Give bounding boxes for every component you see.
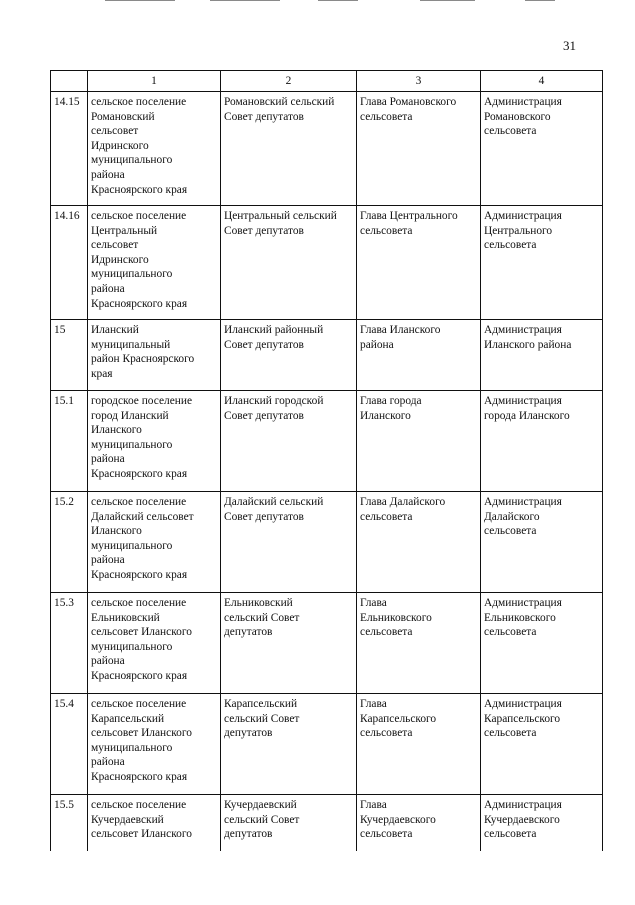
administration-cell: Администрация Карапсельского сельсовета bbox=[481, 694, 603, 795]
header-cell-2: 2 bbox=[221, 71, 357, 92]
header-cell-num bbox=[51, 71, 88, 92]
row-number-cell: 15.4 bbox=[51, 694, 88, 795]
table-row bbox=[51, 694, 603, 795]
row-number-cell: 14.16 bbox=[51, 206, 88, 320]
municipality-cell: сельское поселение Карапсельский сельсовет Иланского муниципального района Красноярского края bbox=[88, 694, 221, 795]
page-number: 31 bbox=[563, 38, 576, 53]
table-row bbox=[51, 92, 603, 206]
table-row bbox=[51, 593, 603, 694]
header-cell-1: 1 bbox=[88, 71, 221, 92]
council-cell: Иланский районный Совет депутатов bbox=[221, 320, 357, 391]
head-cell: Глава Кучердаевского сельсовета bbox=[357, 795, 481, 851]
row-number-cell: 15.2 bbox=[51, 492, 88, 593]
table-row bbox=[51, 206, 603, 320]
municipality-cell: городское поселение город Иланский Иланского муниципального района Красноярского края bbox=[88, 391, 221, 492]
council-cell: Романовский сельский Совет депутатов bbox=[221, 92, 357, 206]
head-cell: Глава Иланского района bbox=[357, 320, 481, 391]
municipality-cell: сельское поселение Кучердаевский сельсовет Иланского bbox=[88, 795, 221, 851]
council-cell: Далайский сельский Совет депутатов bbox=[221, 492, 357, 593]
table-row bbox=[51, 391, 603, 492]
administration-cell: Администрация Ельниковского сельсовета bbox=[481, 593, 603, 694]
head-cell: Глава Романовского сельсовета bbox=[357, 92, 481, 206]
head-cell: Глава Карапсельского сельсовета bbox=[357, 694, 481, 795]
council-cell: Центральный сельский Совет депутатов bbox=[221, 206, 357, 320]
table-row bbox=[51, 795, 603, 851]
head-cell: Глава Далайского сельсовета bbox=[357, 492, 481, 593]
municipality-cell: сельское поселение Ельниковский сельсовет Иланского муниципального района Красноярского края bbox=[88, 593, 221, 694]
table-row bbox=[51, 320, 603, 391]
council-cell: Иланский городской Совет депутатов bbox=[221, 391, 357, 492]
row-number-cell: 14.15 bbox=[51, 92, 88, 206]
administration-cell: Администрация Далайского сельсовета bbox=[481, 492, 603, 593]
council-cell: Кучердаевский сельский Совет депутатов bbox=[221, 795, 357, 851]
row-number-cell: 15.1 bbox=[51, 391, 88, 492]
administration-cell: Администрация города Иланского bbox=[481, 391, 603, 492]
head-cell: Глава Центрального сельсовета bbox=[357, 206, 481, 320]
administration-cell: Администрация Романовского сельсовета bbox=[481, 92, 603, 206]
municipality-cell: Иланский муниципальный район Красноярского края bbox=[88, 320, 221, 391]
municipality-cell: сельское поселение Романовский сельсовет Идринского муниципального района Красноярского края bbox=[88, 92, 221, 206]
municipality-cell: сельское поселение Далайский сельсовет Иланского муниципального района Красноярского края bbox=[88, 492, 221, 593]
table-header-row bbox=[51, 71, 603, 92]
scan-edge-marks bbox=[0, 0, 635, 6]
header-cell-4: 4 bbox=[481, 71, 603, 92]
council-cell: Карапсельский сельский Совет депутатов bbox=[221, 694, 357, 795]
administration-cell: Администрация Кучердаевского сельсовета bbox=[481, 795, 603, 851]
head-cell: Глава города Иланского bbox=[357, 391, 481, 492]
row-number-cell: 15.3 bbox=[51, 593, 88, 694]
header-cell-3: 3 bbox=[357, 71, 481, 92]
row-number-cell: 15 bbox=[51, 320, 88, 391]
row-number-cell: 15.5 bbox=[51, 795, 88, 851]
administration-cell: Администрация Центрального сельсовета bbox=[481, 206, 603, 320]
head-cell: Глава Ельниковского сельсовета bbox=[357, 593, 481, 694]
council-cell: Ельниковский сельский Совет депутатов bbox=[221, 593, 357, 694]
table-row bbox=[51, 492, 603, 593]
municipal-bodies-table bbox=[50, 70, 603, 851]
municipality-cell: сельское поселение Центральный сельсовет Идринского муниципального района Красноярского края bbox=[88, 206, 221, 320]
administration-cell: Администрация Иланского района bbox=[481, 320, 603, 391]
